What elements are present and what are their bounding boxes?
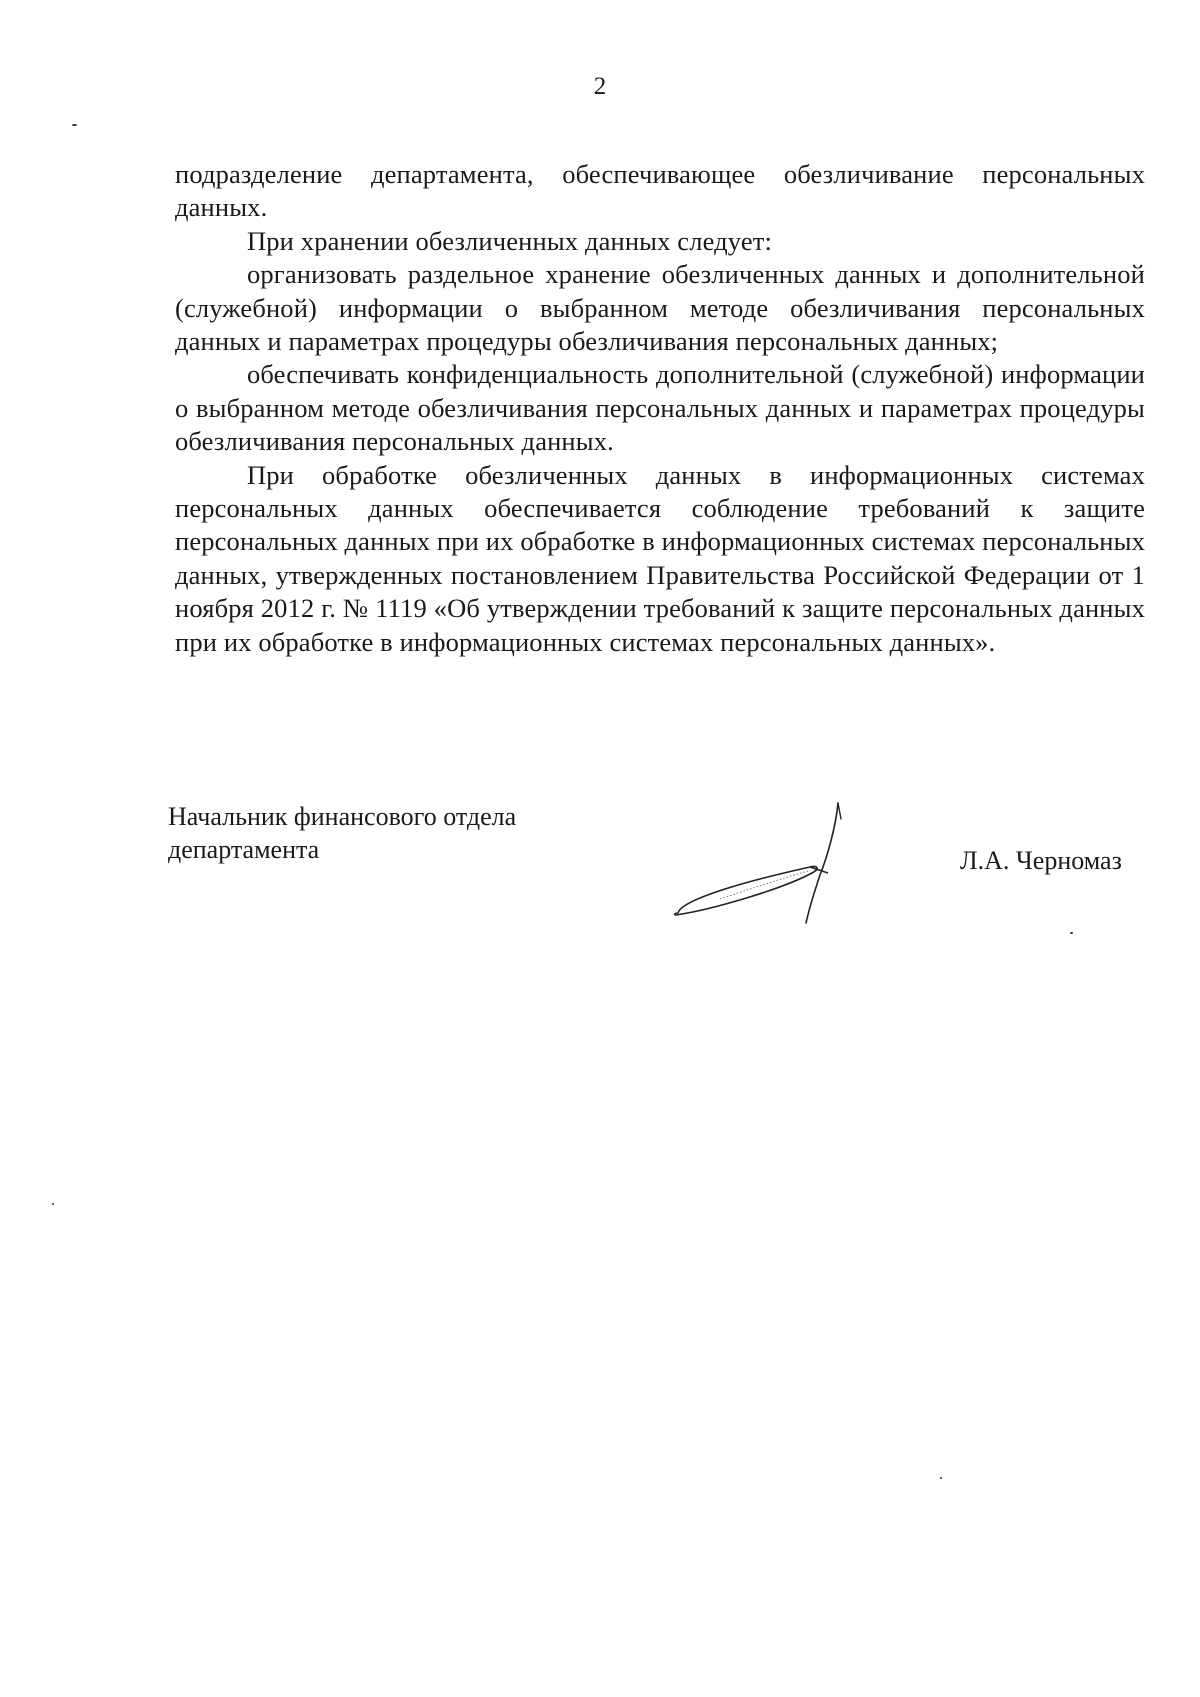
scan-speck	[1070, 932, 1073, 934]
paragraph-storage-intro: При хранении обезличенных данных следует:	[247, 225, 772, 256]
scan-speck	[940, 1477, 942, 1479]
scan-speck	[72, 124, 77, 126]
handwritten-signature	[660, 795, 880, 935]
paragraph-processing-requirements: При обработке обезличенных данных в информационных системах персональных данных обеспечивается соблюдение требований к защите персональных данных при их обработке в информационных системах персональных данных, утвержденных постановлением Правительства Российской Федерации от 1 ноября 2012 г. № 1119 «Об утверждении требований к защите персональных данных при их обработке в информационных системах персональных данных».	[175, 459, 1145, 657]
signatory-position	[168, 800, 516, 866]
signatory-position-line2: департамента	[168, 835, 320, 864]
paragraph-separate-storage: организовать раздельное хранение обезличенных данных и дополнительной (служебной) информации о выбранном методе обезличивания персональных данных и параметрах процедуры обезличивания персональных данных;	[175, 259, 1145, 357]
page-number: 2	[593, 73, 607, 100]
document-body	[175, 158, 1145, 659]
paragraph-continuation: подразделение департамента, обеспечивающее обезличивание персональных данных.	[175, 159, 1145, 223]
paragraph-confidentiality: обеспечивать конфиденциальность дополнительной (служебной) информации о выбранном методе обезличивания персональных данных и параметрах процедуры обезличивания персональных данных.	[175, 359, 1145, 457]
scan-speck	[52, 1203, 54, 1205]
signatory-position-line1: Начальник финансового отдела	[168, 802, 517, 831]
signatory-name: Л.А. Черномаз	[960, 846, 1122, 875]
